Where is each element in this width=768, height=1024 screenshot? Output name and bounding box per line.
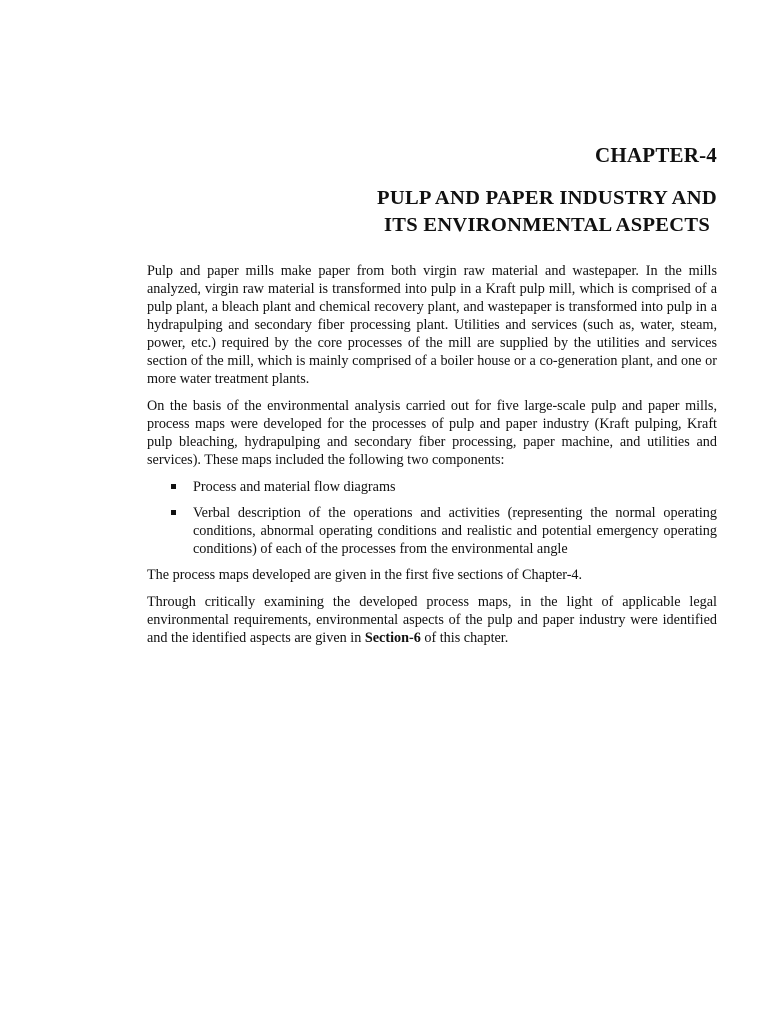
paragraph-process-maps: On the basis of the environmental analysis carried out for five large-scale pulp and paper mills, process maps were developed for the processes of pulp and paper industry (Kraft pulping, Kraft pulp bleaching, hydrapulping and secondary fiber processing, paper machine, and utilities and services). These maps included the following two components:	[147, 398, 717, 468]
paragraph-aspects-start: Through critically examining the developed process maps, in the light of applicable legal environmental requirements, environmental aspects of the pulp and paper industry were identified and the identified aspects are given in	[147, 594, 717, 646]
chapter-label: CHAPTER-4	[595, 143, 717, 167]
list-item	[147, 478, 717, 496]
list-item-text: Verbal description of the operations and activities (representing the normal operating conditions, abnormal operating conditions and realistic and potential emergency operating conditions) of each of the processes from the environmental angle	[193, 505, 717, 557]
section-reference: Section-6	[364, 630, 421, 646]
square-bullet-icon	[171, 510, 176, 515]
chapter-title	[377, 185, 717, 239]
chapter-title-line-1: PULP AND PAPER INDUSTRY AND	[377, 187, 717, 209]
square-bullet-icon	[171, 484, 176, 489]
paragraph-intro: Pulp and paper mills make paper from both virgin raw material and wastepaper. In the mills analyzed, virgin raw material is transformed into pulp in a Kraft pulp mill, which is comprised of a pulp plant, a bleach plant and chemical recovery plant, and wastepaper is transformed into pulp in a hydrapulping and secondary fiber processing plant. Utilities and services (such as, water, steam, power, etc.) required by the core processes of the mill are supplied by the utilities and services section of the mill, which is mainly comprised of a boiler house or a co-generation plant, and one or more water treatment plants.	[147, 263, 717, 387]
paragraph-aspects-end: of this chapter.	[420, 630, 509, 646]
list-item	[147, 504, 717, 558]
paragraph-sections-note: The process maps developed are given in the first five sections of Chapter-4.	[147, 567, 583, 583]
chapter-title-line-2: ITS ENVIRONMENTAL ASPECTS	[383, 214, 711, 236]
body-text	[147, 262, 717, 656]
list-item-text: Process and material flow diagrams	[193, 479, 396, 495]
paragraph-aspects	[147, 593, 717, 647]
components-list	[147, 478, 717, 558]
